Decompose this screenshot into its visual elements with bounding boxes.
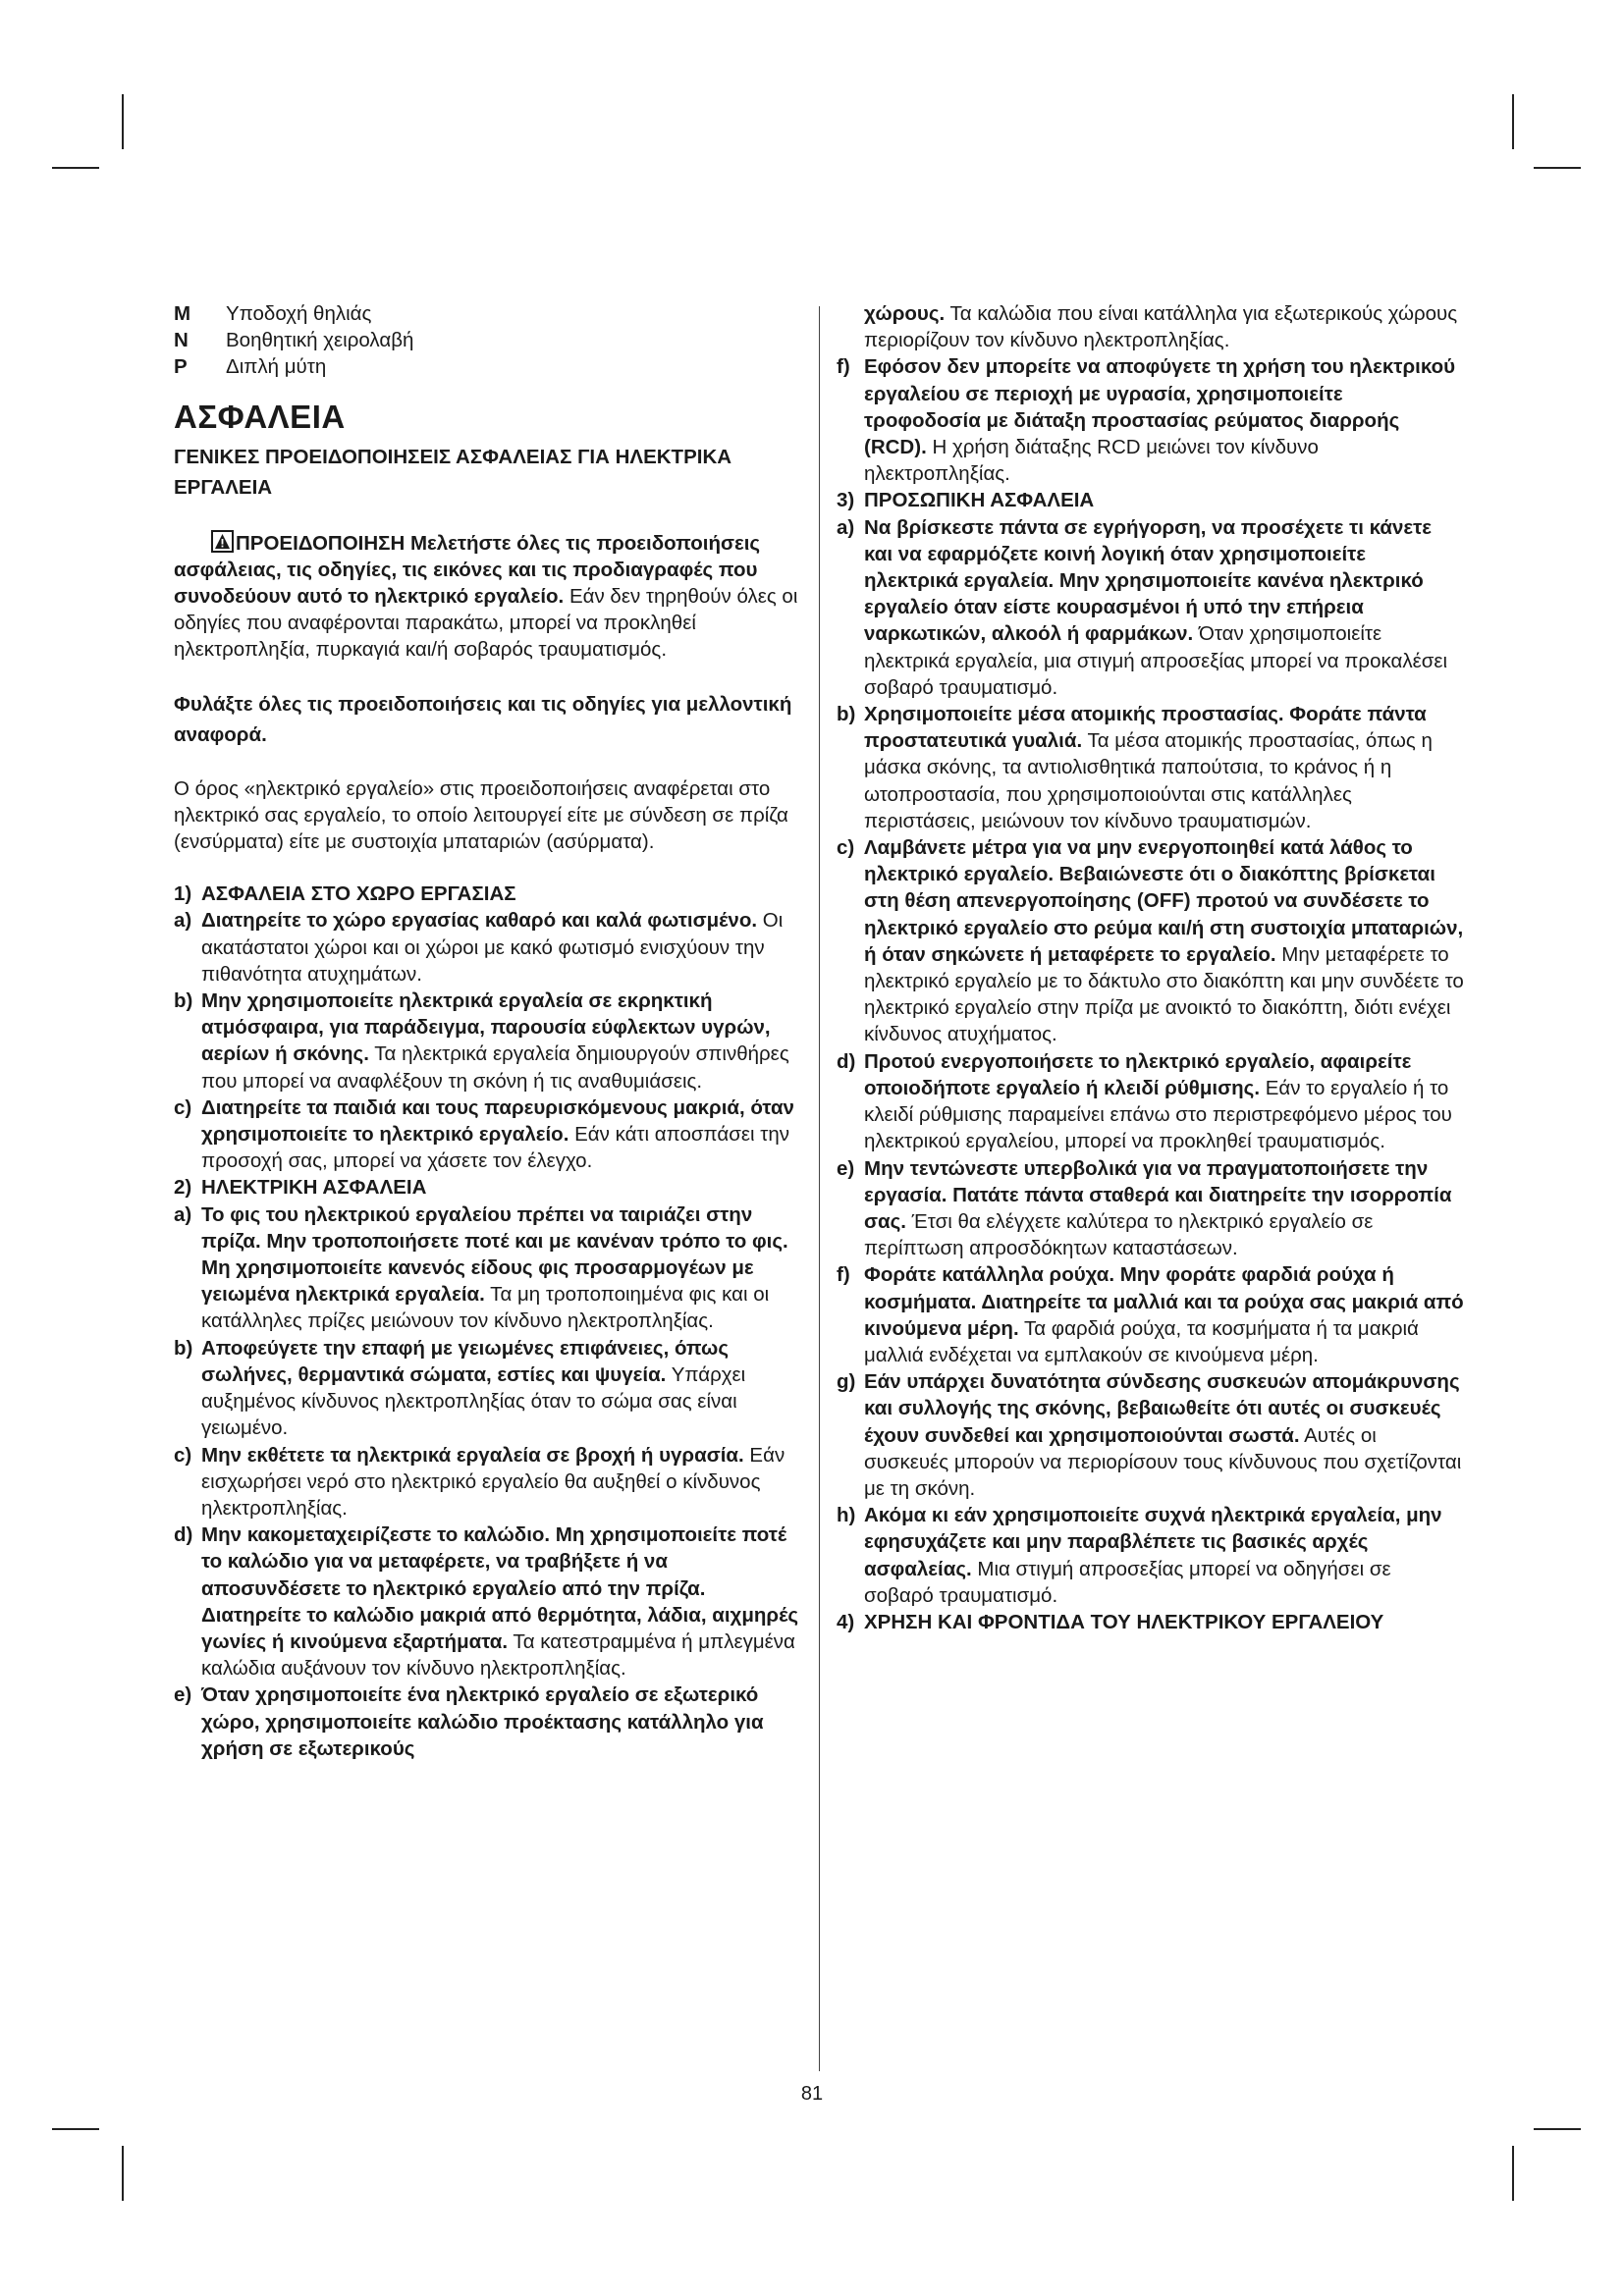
section-heading: 2) ΗΛΕΚΤΡΙΚΗ ΑΣΦΑΛΕΙΑ — [174, 1176, 427, 1200]
legend-item: N Βοηθητική χειρολαβή — [174, 329, 414, 352]
list-item: d) Μην κακομεταχειρίζεστε το καλώδιο. Μη χρησιμοποιείτε ποτέ το καλώδιο για να μεταφέρετε, να τραβήξετε ή να αποσυνδέσετε το ηλεκτρικό εργαλείο από την πρίζα. Διατηρείτε το καλώδιο μακριά από θερμότητα, λάδια, αιχμηρές γωνίες ή κινούμενα εξαρτήματα. Τα κατεστραμμένα ή μπλεγμένα καλώδια αυξάνουν τον κίνδυνο ηλεκτροπληξίας. — [174, 1523, 798, 1681]
legend-item: M Υποδοχή θηλιάς — [174, 302, 372, 325]
section-title: ΑΣΦΑΛΕΙΑ — [174, 398, 346, 435]
list-item: c) Μην εκθέτετε τα ηλεκτρικά εργαλεία σε βροχή ή υγρασία. Εάν εισχωρήσει νερό στο ηλεκτρικό εργαλείο θα αυξηθεί ο κίνδυνος ηλεκτροπληξίας. — [174, 1443, 785, 1520]
list-item: a) Να βρίσκεστε πάντα σε εγρήγορση, να προσέχετε τι κάνετε και να εφαρμόζετε κοινή λογική όταν χρησιμοποιείτε ηλεκτρικά εργαλεία. Μην χρησιμοποιείτε κανένα ηλεκτρικό εργαλείο όταν είστε κουρασμένοι ή υπό την επήρεια ναρκωτικών, αλκοόλ ή φαρμάκων. Όταν χρησιμοποιείτε ηλεκτρικά εργαλεία, μια στιγμή απροσεξίας μπορεί να προκαλέσει σοβαρό τραυματισμό. — [837, 515, 1448, 699]
section-subtitle: ΓΕΝΙΚΕΣ ΠΡΟΕΙΔΟΠΟΙΗΣΕΙΣ ΑΣΦΑΛΕΙΑΣ ΓΙΑ ΗΛΕΚΤΡΙΚΑ ΕΡΓΑΛΕΙΑ — [174, 445, 732, 499]
crop-mark-bl-v — [122, 2146, 124, 2201]
term-definition: Ο όρος «ηλεκτρικό εργαλείο» στις προειδοποιήσεις αναφέρεται στο ηλεκτρικό σας εργαλείο, το οποίο λειτουργεί είτε με σύνδεση σε πρίζα (ενσύρματα) είτε με συστοιχία μπαταριών (ασύρματα). — [174, 776, 788, 854]
right-column — [837, 300, 1465, 1635]
section-heading: 4) ΧΡΗΣΗ ΚΑΙ ΦΡΟΝΤΙΔΑ ΤΟΥ ΗΛΕΚΤΡΙΚΟΥ ΕΡΓΑΛΕΙΟΥ — [837, 1610, 1384, 1633]
warning-icon — [211, 530, 234, 553]
crop-mark-br-v — [1512, 2146, 1514, 2201]
list-item: b) Χρησιμοποιείτε μέσα ατομικής προστασίας. Φοράτε πάντα προστατευτικά γυαλιά. Τα μέσα ατομικής προστασίας, όπως η μάσκα σκόνης, τα αντιολισθητικά παπούτσια, το κράνος ή η ωτοπροστασία, που χρησιμοποιούνται στις κατάλληλες περιστάσεις, μειώνουν τον κίνδυνο τραυματισμών. — [837, 703, 1433, 832]
list-item-continued: χώρους. Τα καλώδια που είναι κατάλληλα για εξωτερικούς χώρους περιορίζουν τον κίνδυνο ηλεκτροπληξίας. — [864, 302, 1458, 352]
list-item: e) Όταν χρησιμοποιείτε ένα ηλεκτρικό εργαλείο σε εξωτερικό χώρο, χρησιμοποιείτε καλώδιο προέκτασης κατάλληλο για χρήση σε εξωτερικούς — [174, 1683, 764, 1760]
section-heading: 3) ΠΡΟΣΩΠΙΚΗ ΑΣΦΑΛΕΙΑ — [837, 489, 1095, 512]
list-item: a) Διατηρείτε το χώρο εργασίας καθαρό και καλά φωτισμένο. Οι ακατάστατοι χώροι και οι χώροι με κακό φωτισμό ενισχύουν την πιθανότητα ατυχημάτων. — [174, 909, 784, 986]
legend-item: P Διπλή μύτη — [174, 355, 327, 379]
list-item: f) Φοράτε κατάλληλα ρούχα. Μην φοράτε φαρδιά ρούχα ή κοσμήματα. Διατηρείτε τα μαλλιά και τα ρούχα σας μακριά από κινούμενα μέρη. Τα φαρδιά ρούχα, τα κοσμήματα ή τα μακριά μαλλιά ενδέχεται να εμπλακούν σε κινούμενα μέρη. — [837, 1263, 1464, 1366]
section-heading: 1) ΑΣΦΑΛΕΙΑ ΣΤΟ ΧΩΡΟ ΕΡΓΑΣΙΑΣ — [174, 882, 516, 906]
page-number: 81 — [800, 2083, 824, 2105]
list-item: e) Μην τεντώνεστε υπερβολικά για να πραγματοποιήσετε την εργασία. Πατάτε πάντα σταθερά και διατηρείτε την ισορροπία σας. Έτσι θα ελέγχετε καλύτερα το ηλεκτρικό εργαλείο σε περίπτωση απροσδόκητων καταστάσεων. — [837, 1156, 1452, 1260]
crop-mark-tl-v — [122, 94, 124, 149]
list-item: h) Ακόμα κι εάν χρησιμοποιείτε συχνά ηλεκτρικά εργαλεία, μην εφησυχάζετε και μην παραβλέπετε τις βασικές αρχές ασφαλείας. Μια στιγμή απροσεξίας μπορεί να οδηγήσει σε σοβαρό τραυματισμό. — [837, 1504, 1442, 1607]
keep-instructions-note: Φυλάξτε όλες τις προειδοποιήσεις και τις οδηγίες για μελλοντική αναφορά. — [174, 692, 792, 746]
crop-mark-tl-h — [52, 167, 99, 169]
list-item: a) Το φις του ηλεκτρικού εργαλείου πρέπει να ταιριάζει στην πρίζα. Μην τροποποιήσετε ποτέ και με κανέναν τρόπο το φις. Μη χρησιμοποιείτε κανενός είδους φις προσαρμογέων με γειωμένα ηλεκτρικά εργαλεία. Τα μη τροποποιημένα φις και οι κατάλληλες πρίζες μειώνουν τον κίνδυνο ηλεκτροπληξίας. — [174, 1202, 788, 1333]
list-item: d) Προτού ενεργοποιήσετε το ηλεκτρικό εργαλείο, αφαιρείτε οποιοδήποτε εργαλείο ή κλειδί ρύθμισης. Εάν το εργαλείο ή το κλειδί ρύθμισης παραμείνει επάνω στο περιστρεφόμενο μέρος του ηλεκτρικού εργαλείου, μπορεί να προκληθεί τραυματισμός. — [837, 1049, 1452, 1153]
crop-mark-tr-v — [1512, 94, 1514, 149]
list-item: c) Λαμβάνετε μέτρα για να μην ενεργοποιηθεί κατά λάθος το ηλεκτρικό εργαλείο. Βεβαιώνεστε ότι ο διακόπτης βρίσκεται στη θέση απενεργοποίησης (OFF) προτού να συνδέσετε το ηλεκτρικό εργαλείο στο ρεύμα και/ή στη συστοιχία μπαταριών, ή όταν σηκώνετε ή μεταφέρετε το εργαλείο. Μην μεταφέρετε το ηλεκτρικό εργαλείο με το δάκτυλο στο διακόπτη και μην συνδέετε το ηλεκτρικό εργαλείο στην πρίζα με ανοικτό το διακόπτη, διότι ενέχει κίνδυνος ατυχήματος. — [837, 836, 1464, 1046]
left-column — [174, 300, 802, 1762]
list-item: b) Μην χρησιμοποιείτε ηλεκτρικά εργαλεία σε εκρηκτική ατμόσφαιρα, για παράδειγμα, παρουσία εύφλεκτων υγρών, αερίων ή σκόνης. Τα ηλεκτρικά εργαλεία δημιουργούν σπινθήρες που μπορεί να αναφλέξουν τη σκόνη ή τις αναθυμιάσεις. — [174, 989, 789, 1093]
crop-mark-br-h — [1534, 2128, 1581, 2130]
list-item: g) Εάν υπάρχει δυνατότητα σύνδεσης συσκευών απομάκρυνσης και συλλογής της σκόνης, βεβαιωθείτε ότι αυτές οι συσκευές έχουν συνδεθεί και χρησιμοποιούνται σωστά. Αυτές οι συσκευές μπορούν να περιορίσουν τους κίνδυνους που σχετίζονται με τη σκόνη. — [837, 1370, 1462, 1500]
crop-mark-tr-h — [1534, 167, 1581, 169]
list-item: c) Διατηρείτε τα παιδιά και τους παρευρισκόμενους μακριά, όταν χρησιμοποιείτε το ηλεκτρικό εργαλείο. Εάν κάτι αποσπάσει την προσοχή σας, μπορεί να χάσετε τον έλεγχο. — [174, 1095, 794, 1173]
list-item: b) Αποφεύγετε την επαφή με γειωμένες επιφάνειες, όπως σωλήνες, θερμαντικά σώματα, εστίες και ψυγεία. Υπάρχει αυξημένος κίνδυνος ηλεκτροπληξίας όταν το σώμα σας είναι γειωμένο. — [174, 1336, 746, 1440]
crop-mark-bl-h — [52, 2128, 99, 2130]
list-item: f) Εφόσον δεν μπορείτε να αποφύγετε τη χρήση του ηλεκτρικού εργαλείου σε περιοχή με υγρασία, χρησιμοποιείτε τροφοδοσία με διάταξη προστασίας ρεύματος διαρροής (RCD). Η χρήση διάταξης RCD μειώνει τον κίνδυνο ηλεκτροπληξίας. — [837, 355, 1456, 486]
warning-paragraph: ΠΡΟΕΙΔΟΠΟΙΗΣΗ Μελετήστε όλες τις προειδοποιήσεις ασφάλειας, τις οδηγίες, τις εικόνες και τις προδιαγραφές που συνοδεύουν αυτό το ηλεκτρικό εργαλείο. Εάν δεν τηρηθούν όλες οι οδηγίες που αναφέρονται παρακάτω, μπορεί να προκληθεί ηλεκτροπληξία, πυρκαγιά και/ή σοβαρός τραυματισμός. — [174, 531, 798, 662]
column-divider — [819, 306, 820, 2071]
